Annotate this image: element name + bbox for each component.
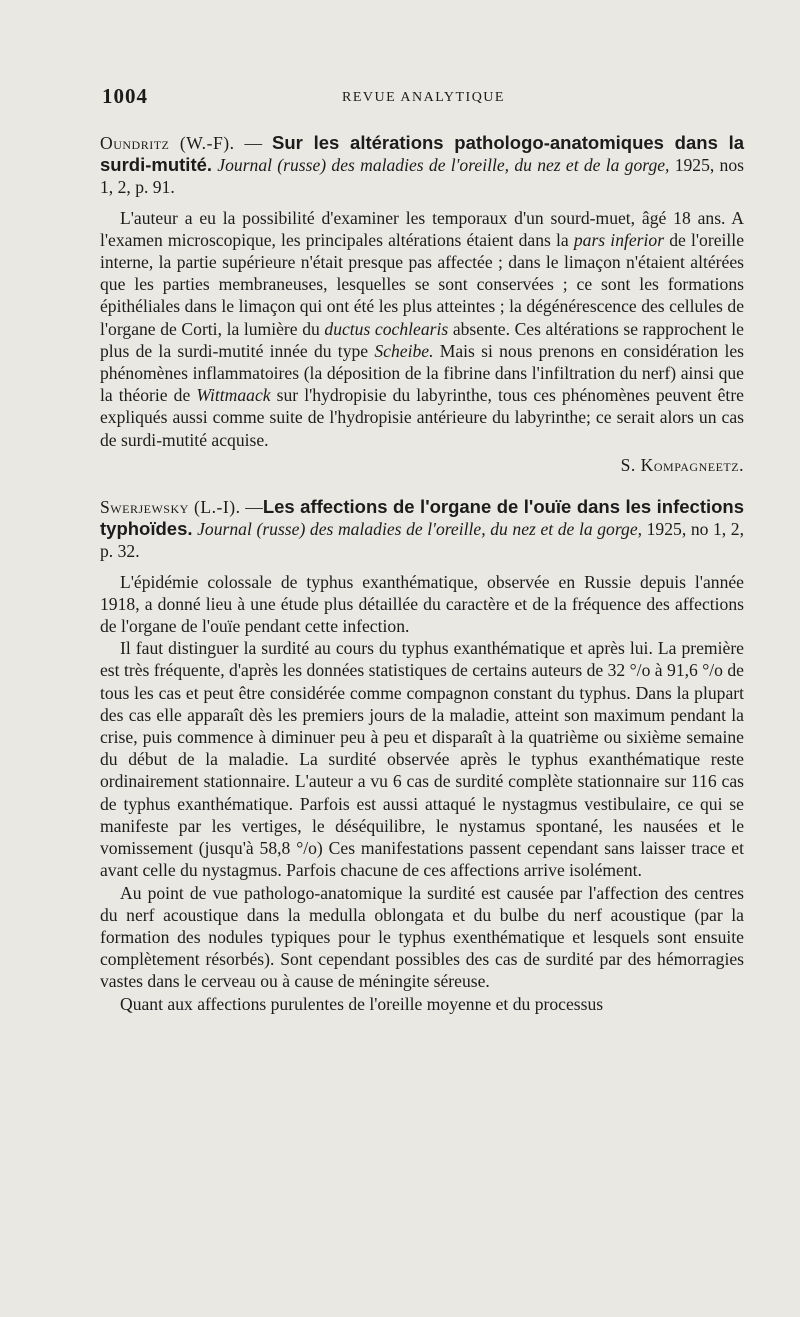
page-number: 1004: [102, 84, 148, 108]
italic-term: pars inferior: [573, 229, 665, 250]
italic-term: ductus cochlearis: [324, 318, 449, 339]
review-entry-oundritz: [100, 132, 744, 476]
text-run: sur l'hydropisie du labyrinthe, tous ces phénomènes peuvent être expliqués aussi comme suite de l'hydropisie antérieure du labyrinthe; ce serait alors un cas de surdi-mutité acquise.: [100, 385, 744, 450]
entry-citation-detail: 1925, nos 1, 2, p. 91.: [100, 155, 744, 198]
text-run: absente. Ces altérations se rapprochent le plus de la surdi-mutité innée du type: [100, 318, 744, 361]
running-title: REVUE ANALYTIQUE: [342, 90, 505, 105]
entry-journal: Journal (russe) des maladies de l'oreille, du nez et de la gorge,: [197, 519, 643, 540]
page-header: [102, 84, 742, 110]
text-run: de l'oreille interne, la partie supérieure n'était presque pas affectée ; dans le limaçon n'étaient altérées que les parties membraneuses, lesquelles se sont conservées ; ce sont les formations épithéliales dans le limaçon qui ont été les plus atteintes ; la dégénérescence des cellules de l'organe de Corti, la lumière du: [100, 229, 744, 339]
entry-spacer: [100, 476, 744, 496]
italic-term: Wittmaack: [196, 385, 271, 406]
entry-paragraph: Il faut distinguer la surdité au cours du typhus exanthématique et après lui. La première est très fréquente, d'après les données statistiques de certains auteurs de 32 °/o à 91,6 °/o de tous les cas et peut être considérée comme compagnon constant du typhus. Dans la plupart des cas elle apparaît dès les premiers jours de la maladie, atteint son maximum pendant la crise, puis commence à diminuer peu à peu et disparaît à la quatrième ou sixième semaine du début de la maladie. La surdité observée après le typhus exanthématique reste ordinairement stationnaire. L'auteur a vu 6 cas de surdité complète stationnaire sur 116 cas de typhus exanthématique. Parfois est aussi attaqué le nystagmus vestibulaire, ce qui se manifeste par les vertiges, le déséquilibre, le nystamus spontané, les nausées et le vomissement (jusqu'à 58,8 °/o) Ces manifestations passent cependant sans laisser trace et avant celle du nystagmus. Parfois chacune de ces affections arrive isolément.: [100, 638, 744, 881]
entry-author: Swerjewsky (L.-I).: [100, 497, 241, 518]
entry-title: Sur les altérations pathologo-anatomiques dans la surdi-mutité.: [100, 132, 744, 176]
entry-dash: —: [234, 133, 273, 153]
page-body: [100, 132, 744, 1015]
text-run: L'auteur a eu la possibilité d'examiner les temporaux d'un sourd-muet, âgé 18 ans. A l'examen microscopique, les principales altérations étaient dans la: [100, 207, 744, 250]
text-run: Mais si nous prenons en considération les phénomènes inflammatoires (la déposition de la fibrine dans l'infiltration du nerf) ainsi que la théorie de: [100, 340, 744, 406]
entry-paragraph: Quant aux affections purulentes de l'oreille moyenne et du processus: [120, 993, 604, 1014]
entry-paragraph: Au point de vue pathologo-anatomique la surdité est causée par l'affection des centres du nerf acoustique dans la medulla oblongata et du bulbe du nerf acoustique (par la formation des nodules typiques pour le typhus exenthématique et lesquels sont ensuite complètement résorbés). Sont cependant possibles des cas de surdité par des hémorragies vastes dans le cerveau ou à cause de méningite séreuse.: [100, 882, 744, 992]
entry-dash: —: [240, 497, 263, 518]
italic-term: Scheibe.: [374, 340, 434, 361]
entry-author: Oundritz (W.-F).: [100, 133, 235, 153]
entry-citation: [100, 496, 744, 563]
entry-citation-detail: 1925, no 1, 2, p. 32.: [100, 519, 744, 562]
signature-initial: S.: [620, 454, 641, 475]
entry-paragraph: [100, 207, 744, 451]
entry-citation: [100, 132, 744, 199]
signature-name: Kompagneetz.: [640, 454, 744, 475]
reviewer-signature: [100, 454, 744, 476]
review-entry-swerjewsky: [100, 496, 744, 1015]
entry-title: Les affections de l'organe de l'ouïe dans les infections typhoïdes.: [100, 496, 745, 540]
entry-journal: Journal (russe) des maladies de l'oreille, du nez et de la gorge,: [217, 155, 670, 176]
entry-paragraph: L'épidémie colossale de typhus exanthématique, observée en Russie depuis l'année 1918, a donné lieu à une étude plus détaillée du caractère et de la fréquence des affections de l'organe de l'ouïe pendant cette infection.: [100, 571, 744, 637]
